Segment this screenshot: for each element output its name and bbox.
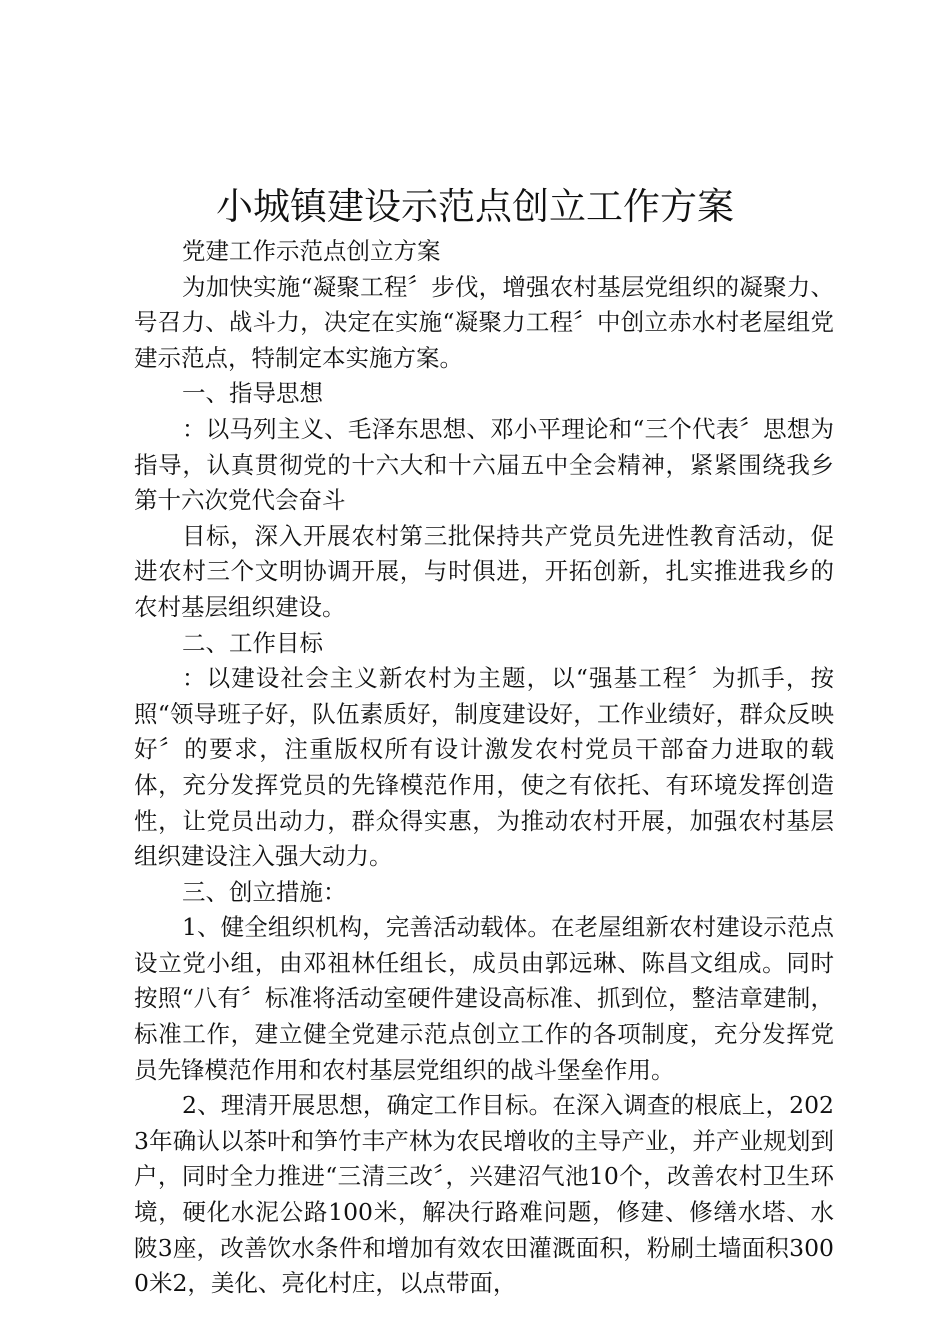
measure-2-paragraph: 2、理清开展思想，确定工作目标。在深入调查的根底上，2023年确认以茶叶和笋竹丰产林为农民增收的主导产业，并产业规划到户，同时全力推进“三清三改〞，兴建沼气池10个，改善农村卫生环境，硬化水泥公路100米，解决行路难问题，修建、修缮水塔、水陂3座，改善饮水条件和增加有效农田灌溉面积，粉刷土墙面积3000米2，美化、亮化村庄，以点带面， — [134, 1091, 834, 1298]
section-heading-measures: 三、创立措施： — [182, 877, 347, 906]
document-body — [134, 234, 834, 1302]
section-heading-guiding-thought: 一、指导思想 — [182, 379, 323, 408]
guiding-thought-paragraph: ：以马列主义、毛泽东思想、邓小平理论和“三个代表〞思想为指导，认真贯彻党的十六大和十六届五中全会精神，紧紧围绕我乡第十六次党代会奋斗 — [134, 414, 834, 515]
subtitle-paragraph: 党建工作示范点创立方案 — [182, 237, 441, 265]
goal-continuation-paragraph: 目标，深入开展农村第三批保持共产党员先进性教育活动，促进农村三个文明协调开展，与时俱进，开拓创新，扎实推进我乡的农村基层组织建设。 — [134, 521, 834, 621]
intro-paragraph: 为加快实施“凝聚工程〞步伐，增强农村基层党组织的凝聚力、号召力、战斗力，决定在实施“凝聚力工程〞中创立赤水村老屋组党建示范点，特制定本实施方案。 — [134, 272, 834, 372]
section-heading-work-goals: 二、工作目标 — [182, 628, 323, 657]
document-title: 小城镇建设示范点创立工作方案 — [216, 185, 734, 228]
work-goals-paragraph: ：以建设社会主义新农村为主题，以“强基工程〞为抓手，按照“领导班子好，队伍素质好，制度建设好，工作业绩好，群众反映好〞的要求，注重版权所有设计激发农村党员干部奋力进取的载体，充分发挥党员的先锋模范作用，使之有依托、有环境发挥创造性，让党员出动力，群众得实惠，为推动农村开展，加强农村基层组织建设注入强大动力。 — [134, 664, 834, 871]
measure-1-paragraph: 1、健全组织机构，完善活动载体。在老屋组新农村建设示范点设立党小组，由邓祖林任组长，成员由郭远琳、陈昌文组成。同时按照“八有〞标准将活动室硬件建设高标准、抓到位，整洁章建制，标准工作，建立健全党建示范点创立工作的各项制度，充分发挥党员先锋模范作用和农村基层党组织的战斗堡垒作用。 — [134, 913, 834, 1084]
